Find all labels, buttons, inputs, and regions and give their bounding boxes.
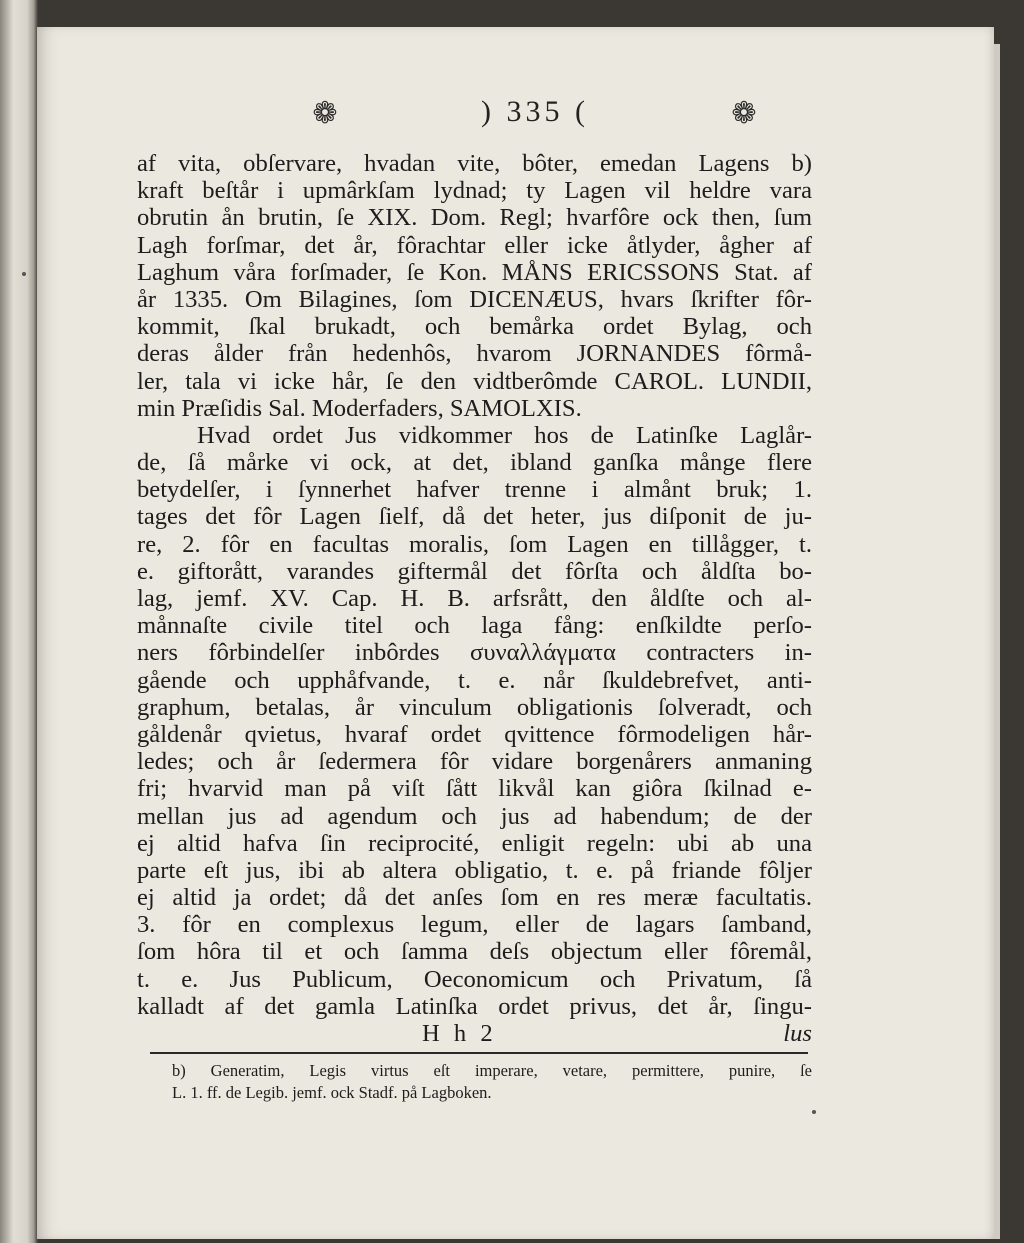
text-line: ej altid hafva ſin reciprocité, enligit regeln: ubi ab una [137,829,812,857]
text-line: min Præſidis Sal. Moderfaders, SAMOLXIS. [137,394,582,422]
text-line: ej altid ja ordet; då det anſes ſom en res meræ facultatis. [137,884,812,912]
text-line: år 1335. Om Bilagines, ſom DICENÆUS, hvars ſkrifter fôr- [137,285,812,313]
footnote-rule [150,1052,808,1054]
text-line: de, ſå mårke vi ock, at det, ibland ganſka månge flere [137,449,812,477]
text-line: gående och upphåfvande, t. e. når ſkuldebrefvet, anti- [137,666,812,694]
text-line: Laghum våra forſmader, ſe Kon. MÅNS ERICSSONS Stat. af [137,258,812,286]
text-line: t. e. Jus Publicum, Oeconomicum och Privatum, ſå [137,965,812,993]
text-line: graphum, betalas, år vinculum obligationis ſolveradt, och [137,693,812,721]
left-ornament-icon: ❁ [312,96,338,131]
text-line: kommit, ſkal brukadt, och bemårka ordet Bylag, och [137,313,812,341]
text-line: betydelſer, i ſynnerhet hafver trenne i almånt bruk; 1. [137,476,812,504]
text-line: re, 2. fôr en facultas moralis, ſom Lagen en tillågger, t. [137,530,812,558]
catchword: lus [783,1020,812,1047]
text-line: kalladt af det gamla Latinſka ordet privus, det år, ſingu- [137,992,812,1020]
text-line: tages det fôr Lagen ſielf, då det heter, jus diſponit de ju- [137,503,812,531]
text-line: obrutin ån brutin, ſe XIX. Dom. Regl; hvarfôre ock then, ſum [137,204,812,232]
text-line: deras ålder från hedenhôs, hvarom JORNANDES fôrmå- [137,340,812,368]
text-line: gåldenår qvietus, hvaraf ordet qvittence fôrmodeligen hår- [137,720,812,748]
text-line: ledes; och år ſedermera fôr vidare borgenårers anmaning [137,748,812,776]
previous-page-edge [0,0,34,1243]
margin-speck [812,1110,816,1114]
text-line: parte eſt jus, ibi ab altera obligatio, t. e. på friande fôljer [137,856,812,884]
text-line: lag, jemf. XV. Cap. H. B. arfsrått, den åldſte och al- [137,585,812,612]
margin-speck [22,272,26,276]
footnote [172,1060,812,1104]
text-line: e. giftorått, varandes giftermål det fôrſta och åldſta bo- [137,557,812,585]
text-line: ners fôrbindelſer inbôrdes συναλλάγματα contracters in- [137,639,812,667]
signature-row [137,1020,812,1047]
signature-mark: H h 2 [422,1020,497,1047]
text-line: mellan jus ad agendum och jus ad habendum; de der [137,802,812,830]
paragraph-start-line: Hvad ordet Jus vidkommer hos de Latinſke Laglår- [197,421,812,449]
text-line: fri; hvarvid man på viſt ſått likvål kan giôra ſkilnad e- [137,775,812,803]
page-number: ) 335 ( [481,95,589,128]
text-line: ſom hôra til et och ſamma deſs objectum eller fôremål, [137,938,812,966]
text-line: Lagh forſmar, det år, fôrachtar eller icke åtlyder, ågher af [137,231,812,259]
text-line: 3. fôr en complexus legum, eller de lagars ſamband, [137,911,812,939]
right-ornament-icon: ❁ [731,96,757,131]
running-header [140,95,810,141]
text-line: månnaſte civile titel och laga fång: enſkildte perſo- [137,612,812,640]
page-stack-edge [994,44,1000,1239]
text-line: kraft beſtår i upmârkſam lydnad; ty Lagen vil heldre vara [137,177,812,205]
footnote-line: b) Generatim, Legis virtus eſt imperare, vetare, permittere, punire, ſe [172,1061,812,1080]
text-line: af vita, obſervare, hvadan vite, bôter, emedan Lagens b) [137,150,812,177]
text-line: ler, tala vi icke hår, ſe den vidtberômde CAROL. LUNDII, [137,367,812,395]
main-text-block [137,150,812,1047]
footnote-line: L. 1. ff. de Legib. jemf. ock Stadf. på Lagboken. [172,1083,492,1102]
